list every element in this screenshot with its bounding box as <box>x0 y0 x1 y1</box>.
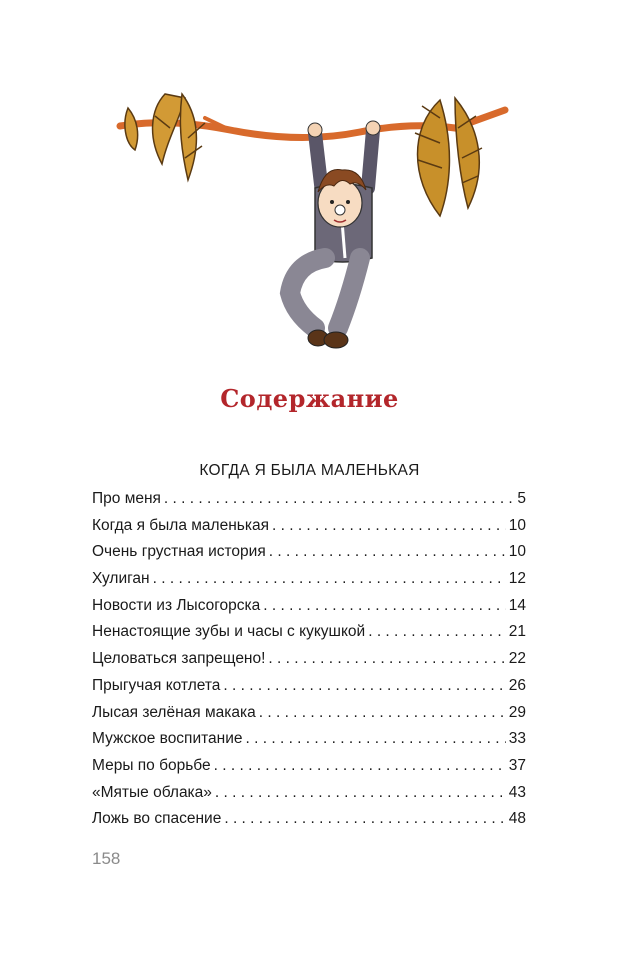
toc-entry-title: Меры по борьбе <box>92 756 211 774</box>
toc-leader-dots <box>153 570 506 588</box>
toc-entry-page: 10 <box>508 543 526 561</box>
page-title: Содержание <box>220 384 399 413</box>
toc-entry-title: Прыгучая котлета <box>92 676 221 694</box>
toc-entry <box>92 810 526 837</box>
toc-entry-title: «Мятые облака» <box>92 783 212 801</box>
toc-entry-page: 48 <box>508 810 526 828</box>
toc-entry <box>92 490 526 517</box>
toc-entry-title: Ложь во спасение <box>92 810 222 828</box>
toc-entry <box>92 784 526 811</box>
toc-entry-page: 29 <box>508 703 526 721</box>
toc-entry <box>92 570 526 597</box>
toc-entry-title: Ненастоящие зубы и часы с кукушкой <box>92 623 366 641</box>
toc-entry-title: Когда я была маленькая <box>92 516 269 534</box>
toc-leader-dots <box>259 704 506 722</box>
toc-entry <box>92 517 526 544</box>
toc-leader-dots <box>272 517 506 535</box>
toc-entry <box>92 543 526 570</box>
toc-entry-title: Хулиган <box>92 570 150 588</box>
toc-leader-dots <box>368 623 506 641</box>
toc-entry-page: 26 <box>508 676 526 694</box>
toc-entry <box>92 650 526 677</box>
toc-entry-title: Про меня <box>92 490 161 507</box>
toc-entry-title: Очень грустная история <box>92 543 266 561</box>
section-heading: КОГДА Я БЫЛА МАЛЕНЬКАЯ <box>199 462 420 479</box>
toc-leader-dots <box>268 650 505 668</box>
toc-entry-page: 21 <box>508 623 526 641</box>
toc-entry-page: 37 <box>508 756 526 774</box>
toc-entry-title: Целоваться запрещено! <box>92 650 266 668</box>
toc-entry <box>92 677 526 704</box>
toc-entry <box>92 757 526 784</box>
toc-entry-page: 22 <box>508 650 526 668</box>
toc-leader-dots <box>223 677 505 695</box>
toc-entry-title: Лысая зелёная макака <box>92 703 256 721</box>
toc-leader-dots <box>164 490 514 508</box>
toc-leader-dots <box>224 810 505 828</box>
toc-entry-title: Новости из Лысогорска <box>92 596 261 614</box>
toc-entry <box>92 730 526 757</box>
toc-entry-title: Мужское воспитание <box>92 730 243 748</box>
page-number: 158 <box>92 849 121 868</box>
toc-entry <box>92 704 526 731</box>
toc-leader-dots <box>215 784 506 802</box>
toc-leader-dots <box>269 543 506 561</box>
toc-entry-page: 10 <box>508 516 526 534</box>
toc-entry-page: 14 <box>508 596 526 614</box>
toc-leader-dots <box>263 597 505 615</box>
toc-entry <box>92 623 526 650</box>
toc-entry-page: 33 <box>508 730 526 748</box>
toc-entry <box>92 597 526 624</box>
toc-leader-dots <box>246 730 506 748</box>
boy-hanging-from-branch-illustration <box>110 88 510 360</box>
table-of-contents <box>92 490 526 837</box>
toc-entry-page: 12 <box>508 570 526 588</box>
toc-entry-page: 5 <box>517 490 526 507</box>
toc-entry-page: 43 <box>508 783 526 801</box>
toc-leader-dots <box>214 757 506 775</box>
